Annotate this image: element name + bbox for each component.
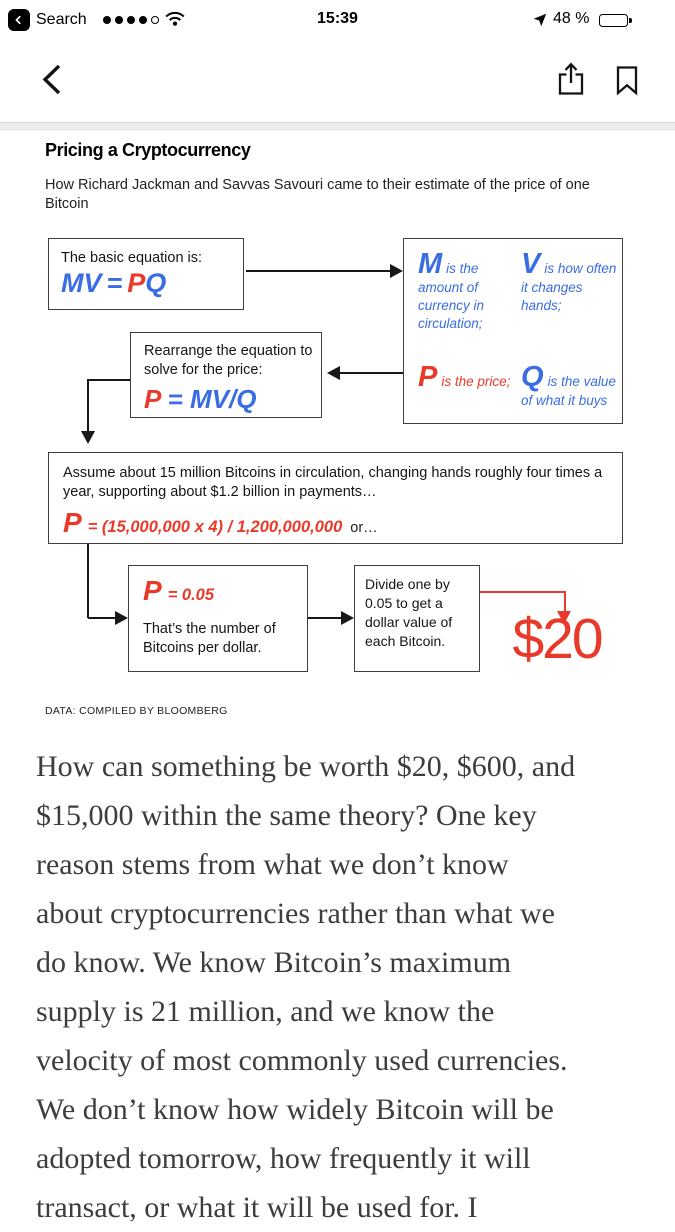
data-credit: DATA: COMPILED BY BLOOMBERG (45, 705, 228, 717)
definition-q: Qis the value of what it buys (521, 361, 616, 408)
rearrange-formula: P = MV/Q (144, 384, 257, 414)
article-line: How can something be worth $20, $600, and (36, 750, 576, 783)
graphic-subtitle: How Richard Jackman and Savvas Savouri came to their estimate of the price of one Bitcoin (45, 177, 590, 212)
article-line: We don’t know how widely Bitcoin will be (36, 1093, 554, 1126)
rearrange-box (130, 332, 322, 418)
back-to-app-label: Search (36, 11, 87, 28)
arrowhead-left-icon (327, 366, 340, 380)
clock-time: 15:39 (317, 10, 358, 27)
connector-assume-elbow-v (87, 544, 89, 618)
per-dollar-caption: That’s the number of Bitcoins per dollar. (143, 621, 276, 656)
article-body (36, 742, 656, 1232)
rearrange-label: Rearrange the equation to solve for the price: (144, 343, 313, 378)
per-dollar-formula: P = 0.05 (143, 575, 215, 606)
article-line: supply is 21 million, and we know the (36, 995, 495, 1028)
nav-separator (0, 122, 675, 131)
definition-v: Vis how often it changes hands; (521, 248, 617, 313)
article-line: do know. We know Bitcoin’s maximum (36, 946, 512, 979)
definitions-box (403, 238, 623, 424)
arrowhead-right-icon (341, 611, 354, 625)
back-chevron-icon[interactable] (40, 63, 63, 101)
article-line: $15,000 within the same theory? One key (36, 799, 537, 832)
article-line: transact, or what it will be used for. I (36, 1191, 478, 1224)
connector-assume-elbow-h (88, 617, 116, 619)
assumption-text: Assume about 15 million Bitcoins in circulation, changing hands roughly four times a year, supporting about $1.2 billion in payments… (63, 465, 603, 500)
definition-p: Pis the price; (418, 361, 511, 393)
share-icon[interactable] (558, 62, 584, 101)
arrowhead-right-icon (390, 264, 403, 278)
article-line: adopted tomorrow, how frequently it will (36, 1142, 531, 1175)
article-line: about cryptocurrencies rather than what we (36, 897, 555, 930)
connector-basic-to-definitions (246, 270, 391, 272)
arrowhead-right-icon (115, 611, 128, 625)
divide-text: Divide one by 0.05 to get a dollar value of each Bitcoin. (365, 576, 453, 649)
assumption-box (48, 452, 623, 544)
per-dollar-box (128, 565, 308, 672)
divide-box (354, 565, 480, 672)
definition-m: Mis the amount of currency in circulation; (418, 248, 485, 331)
bookmark-icon[interactable] (616, 66, 638, 100)
basic-equation-box (48, 238, 244, 310)
connector-result-elbow-h (480, 591, 566, 593)
assumption-formula: P = (15,000,000 x 4) / 1,200,000,000 or… (63, 507, 378, 538)
location-arrow-icon (533, 13, 547, 32)
result-price: $20 (512, 607, 602, 671)
arrowhead-down-icon (81, 431, 95, 444)
connector-definitions-to-rearrange (340, 372, 403, 374)
graphic-title: Pricing a Cryptocurrency (45, 140, 251, 160)
connector-perdollar-to-divide (308, 617, 342, 619)
connector-rearrange-elbow-v (87, 379, 89, 431)
battery-percent-label: 48 % (553, 10, 590, 27)
basic-equation-label: The basic equation is: (61, 250, 203, 266)
article-line: reason stems from what we don’t know (36, 848, 509, 881)
article-line: velocity of most commonly used currencies. (36, 1044, 568, 1077)
connector-rearrange-elbow-h (88, 379, 130, 381)
battery-icon (599, 14, 632, 27)
basic-equation-formula: MV = PQ (61, 268, 167, 298)
